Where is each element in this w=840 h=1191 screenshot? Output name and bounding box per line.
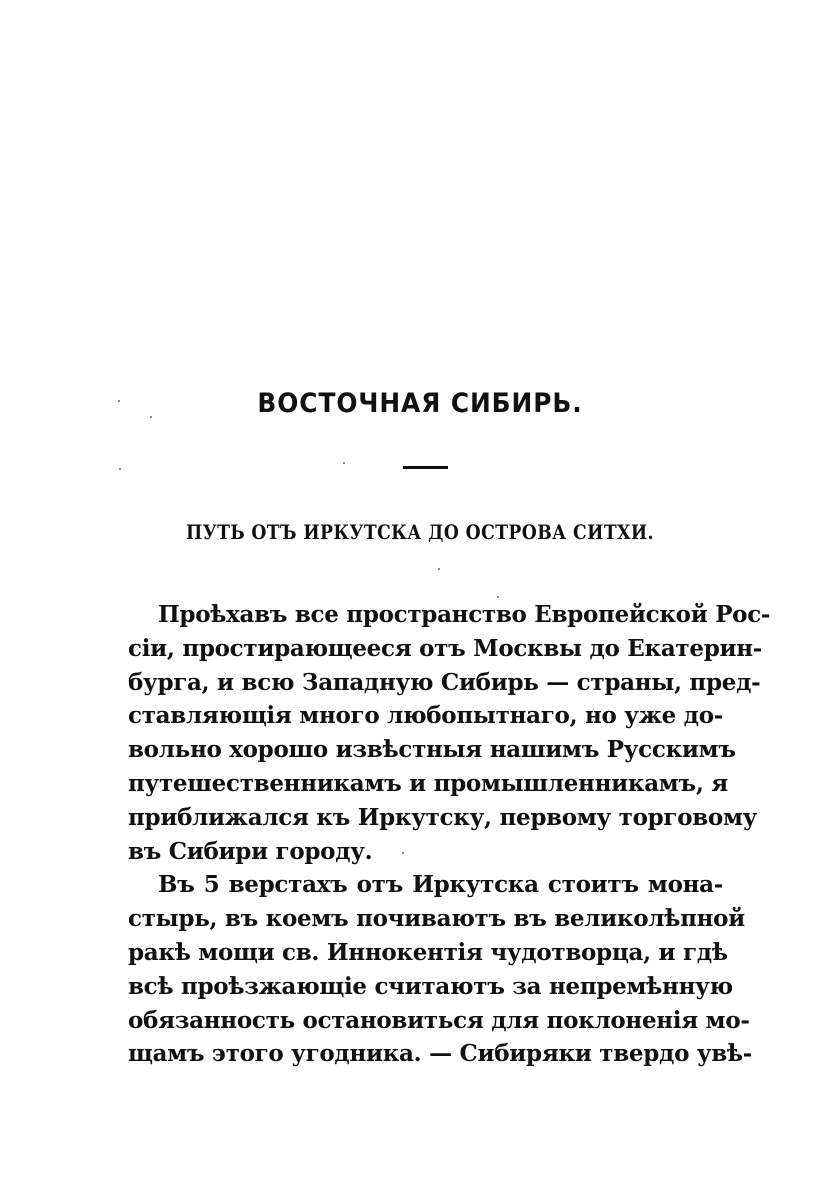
text-line: бурга, и всю Западную Сибирь — страны, пред-	[128, 668, 761, 696]
chapter-subtitle: ПУТЬ ОТЪ ИРКУТСКА ДО ОСТРОВА СИТХИ.	[186, 520, 654, 544]
text-line: сіи, простирающееся отъ Москвы до Екатерин-	[128, 634, 763, 662]
text-line: приближался къ Иркутску, первому торговому	[128, 803, 758, 831]
text-line: въ Сибири городу.	[128, 837, 373, 865]
body-text	[128, 598, 771, 1071]
scan-speck	[150, 416, 152, 418]
text-line: путешественникамъ и промышленникамъ, я	[128, 769, 728, 797]
text-line: Въ 5 верстахъ отъ Иркутска стоитъ мона-	[158, 871, 723, 899]
text-line: Проѣхавъ все пространство Европейской Рос-	[158, 601, 771, 628]
title-divider	[403, 466, 448, 469]
text-line: стырь, въ коемъ почиваютъ въ великолѣпной	[128, 905, 745, 933]
page-title: ВОСТОЧНАЯ СИБИРЬ.	[257, 388, 583, 419]
text-line: всѣ проѣзжающіе считаютъ за непремѣнную	[128, 972, 733, 1000]
scan-speck	[343, 462, 345, 464]
text-line: обязанность остановиться для поклоненія мо-	[128, 1006, 750, 1034]
scan-speck	[119, 468, 121, 470]
scan-speck	[497, 596, 499, 598]
scan-speck	[402, 852, 404, 854]
scan-speck	[118, 400, 120, 402]
text-line: ракѣ мощи св. Иннокентія чудотворца, и гдѣ	[128, 938, 728, 966]
text-line: вольно хорошо извѣстныя нашимъ Русскимъ	[128, 736, 736, 764]
text-line: ставляющія много любопытнаго, но уже до-	[128, 702, 723, 730]
scan-speck	[438, 568, 440, 570]
text-line: щамъ этого угодника. — Сибиряки твердо увѣ-	[128, 1040, 753, 1068]
